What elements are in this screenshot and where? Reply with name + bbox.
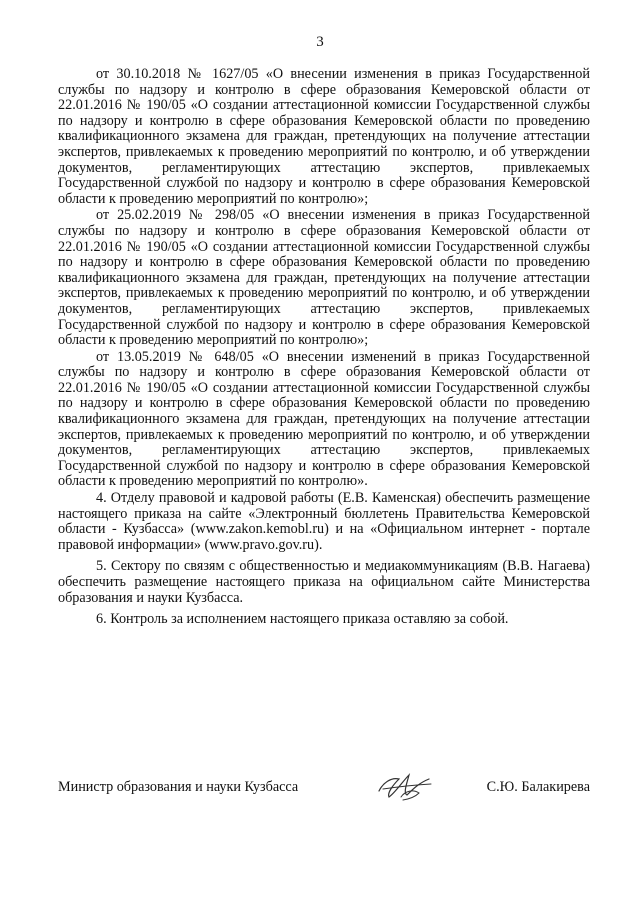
signatory-name: С.Ю. Балакирева: [486, 779, 590, 795]
paragraph-order-648: от 13.05.2019 № 648/05 «О внесении изменений в приказ Государственной службы по надзору и контролю в сфере образования Кемеровской области от 22.01.2016 № 190/05 «О создании аттестационной комиссии Государственной службы по надзору и контролю в сфере образования Кемеровской области по проведению квалификационного экзамена для граждан, претендующих на получение аттестации экспертов, привлекаемых к проведению мероприятий по контролю, и об утверждении документов, регламентирующих аттестацию экспертов, привлекаемых Государственной службой по надзору и контролю в сфере образования Кемеровской области к проведению мероприятий по контролю».: [58, 348, 590, 490]
page-number: 3: [316, 34, 324, 50]
document-body: [58, 66, 590, 628]
signature-block: [58, 779, 590, 803]
handwritten-signature: [373, 767, 435, 807]
paragraph-item-6: 6. Контроль за исполнением настоящего приказа оставляю за собой.: [96, 611, 509, 628]
paragraph-item-5: 5. Сектору по связям с общественностью и медиакоммуникациям (В.В. Нагаева) обеспечить размещение настоящего приказа на официальном сайте Министерства образования и науки Кузбасса.: [58, 558, 590, 606]
paragraph-order-1627: от 30.10.2018 № 1627/05 «О внесении изменения в приказ Государственной службы по надзору и контролю в сфере образования Кемеровской области от 22.01.2016 № 190/05 «О создании аттестационной комиссии Государственной службы по надзору и контролю в сфере образования Кемеровской области по проведению квалификационного экзамена для граждан, претендующих на получение аттестации экспертов, привлекаемых к проведению мероприятий по контролю, и об утверждении документов, регламентирующих аттестацию экспертов, привлекаемых Государственной службой по надзору и контролю в сфере образования Кемеровской области к проведению мероприятий по контролю»;: [58, 66, 590, 207]
signatory-position: Министр образования и науки Кузбасса: [58, 779, 299, 795]
paragraph-order-298: от 25.02.2019 № 298/05 «О внесении изменения в приказ Государственной службы по надзору и контролю в сфере образования Кемеровской области от 22.01.2016 № 190/05 «О создании аттестационной комиссии Государственной службы по надзору и контролю в сфере образования Кемеровской области по проведению квалификационного экзамена для граждан, претендующих на получение аттестации экспертов, привлекаемых к проведению мероприятий по контролю, и об утверждении документов, регламентирующих аттестацию экспертов, привлекаемых Государственной службой по надзору и контролю в сфере образования Кемеровской области к проведению мероприятий по контролю»;: [58, 207, 590, 349]
paragraph-item-4: 4. Отделу правовой и кадровой работы (Е.В. Каменская) обеспечить размещение настоящего приказа на сайте «Электронный бюллетень Правительства Кемеровской области - Кузбасса» (www.zakon.kemobl.ru) и на «Официальном интернет - портале правовой информации» (www.pravo.gov.ru).: [58, 490, 590, 553]
